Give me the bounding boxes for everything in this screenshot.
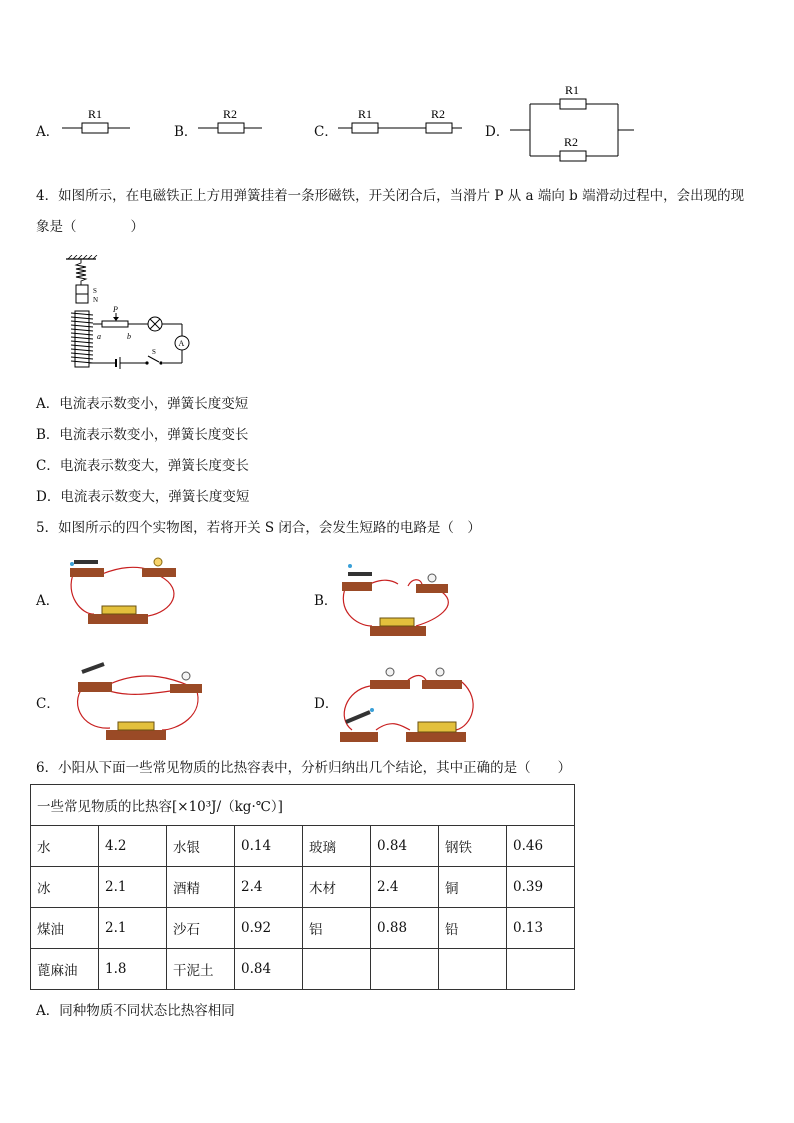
switch bbox=[148, 356, 159, 362]
q4-option-a: A．电流表示数变小，弹簧长度变短 bbox=[36, 396, 249, 412]
lamp-board-1 bbox=[370, 680, 410, 689]
switch-label: S bbox=[152, 348, 156, 356]
resistor-r1 bbox=[560, 99, 586, 109]
magnet-n-label: N bbox=[93, 296, 99, 304]
switch-board bbox=[340, 732, 378, 742]
resistor-r2 bbox=[218, 123, 244, 133]
q5-option-a-photo bbox=[62, 550, 186, 632]
table-cell bbox=[371, 949, 439, 990]
table-cell: 2.4 bbox=[235, 867, 303, 908]
resistor-r2-label: R2 bbox=[564, 135, 579, 149]
table-cell: 2.4 bbox=[371, 867, 439, 908]
table-cell: 2.1 bbox=[99, 908, 167, 949]
table-cell bbox=[303, 949, 371, 990]
table-cell: 0.88 bbox=[371, 908, 439, 949]
q3-option-a-letter: A． bbox=[36, 124, 60, 140]
q5-option-c-letter: C． bbox=[36, 696, 60, 712]
table-cell: 煤油 bbox=[31, 908, 99, 949]
table-row bbox=[31, 867, 575, 908]
table-cell: 4.2 bbox=[99, 826, 167, 867]
table-cell: 0.84 bbox=[235, 949, 303, 990]
table-row bbox=[31, 949, 575, 990]
q3-option-b-letter: B． bbox=[174, 124, 198, 140]
table-cell: 蓖麻油 bbox=[31, 949, 99, 990]
q3-option-b-circuit bbox=[196, 104, 266, 138]
table-cell: 1.8 bbox=[99, 949, 167, 990]
battery-board bbox=[406, 732, 466, 742]
table-cell bbox=[507, 949, 575, 990]
lamp-board bbox=[142, 568, 176, 577]
table-cell: 沙石 bbox=[167, 908, 235, 949]
table-cell: 玻璃 bbox=[303, 826, 371, 867]
q5-option-c-photo bbox=[66, 660, 206, 748]
table-cell: 0.14 bbox=[235, 826, 303, 867]
table-cell: 铅 bbox=[439, 908, 507, 949]
table-cell: 0.92 bbox=[235, 908, 303, 949]
q4-stem-line1: 4．如图所示，在电磁铁正上方用弹簧挂着一条形磁铁，开关闭合后，当滑片 P 从 a 端向 b 端滑动过程中，会出现的现 bbox=[36, 188, 745, 204]
q3-option-c-circuit bbox=[336, 104, 464, 138]
resistor-r1-label: R1 bbox=[88, 107, 103, 121]
table-row bbox=[31, 826, 575, 867]
resistor-r2 bbox=[426, 123, 452, 133]
lamp-board bbox=[170, 684, 202, 693]
q4-option-d: D．电流表示数变大，弹簧长度变短 bbox=[36, 489, 250, 505]
rheostat-b-label: b bbox=[127, 332, 131, 341]
q4-electromagnet-figure bbox=[60, 255, 200, 380]
resistor-r2-label: R2 bbox=[223, 107, 238, 121]
resistor-r1 bbox=[352, 123, 378, 133]
lamp-board bbox=[416, 584, 448, 593]
resistor-r2 bbox=[560, 151, 586, 161]
q5-option-a-letter: A． bbox=[36, 593, 60, 609]
spring bbox=[76, 259, 86, 285]
table-cell: 水 bbox=[31, 826, 99, 867]
table-cell: 铜 bbox=[439, 867, 507, 908]
table-cell bbox=[439, 949, 507, 990]
ammeter-label: A bbox=[178, 339, 185, 348]
q5-option-b-letter: B． bbox=[314, 593, 338, 609]
q5-stem: 5．如图所示的四个实物图，若将开关 S 闭合，会发生短路的电路是（ ） bbox=[36, 520, 481, 536]
rheostat-a-label: a bbox=[97, 332, 101, 341]
slider-p bbox=[113, 317, 119, 321]
resistor-r1-label: R1 bbox=[565, 83, 580, 97]
resistor-r1 bbox=[82, 123, 108, 133]
q5-option-b-photo bbox=[336, 560, 460, 642]
slider-p-label: P bbox=[113, 305, 118, 314]
q4-option-b: B．电流表示数变小，弹簧长度变长 bbox=[36, 427, 249, 443]
resistor-r2-label: R2 bbox=[431, 107, 446, 121]
table-cell: 0.46 bbox=[507, 826, 575, 867]
table-title: 一些常见物质的比热容[×10³J/（kg·℃）] bbox=[31, 785, 575, 826]
specific-heat-table bbox=[30, 784, 575, 990]
q3-option-c-letter: C． bbox=[314, 124, 338, 140]
q3-option-d-circuit bbox=[508, 80, 636, 162]
q6-option-a: A．同种物质不同状态比热容相同 bbox=[36, 1003, 235, 1019]
table-cell: 2.1 bbox=[99, 867, 167, 908]
table-cell: 0.39 bbox=[507, 867, 575, 908]
q6-stem: 6．小阳从下面一些常见物质的比热容表中，分析归纳出几个结论，其中正确的是（ ） bbox=[36, 760, 572, 776]
table-cell: 铝 bbox=[303, 908, 371, 949]
switch-board bbox=[70, 568, 104, 577]
magnet-s-label: S bbox=[93, 287, 97, 295]
resistor-r1-label: R1 bbox=[358, 107, 373, 121]
table-cell: 酒精 bbox=[167, 867, 235, 908]
battery-board bbox=[106, 730, 166, 740]
q4-stem-line2: 象是（ ） bbox=[36, 219, 144, 235]
table-cell: 0.84 bbox=[371, 826, 439, 867]
q5-option-d-letter: D． bbox=[314, 696, 339, 712]
table-cell: 木材 bbox=[303, 867, 371, 908]
q5-option-d-photo bbox=[336, 660, 476, 748]
q4-option-c: C．电流表示数变大，弹簧长度变长 bbox=[36, 458, 249, 474]
rheostat bbox=[102, 321, 128, 327]
q3-option-d-letter: D． bbox=[485, 124, 510, 140]
table-cell: 钢铁 bbox=[439, 826, 507, 867]
table-cell: 干泥土 bbox=[167, 949, 235, 990]
lamp-board-2 bbox=[422, 680, 462, 689]
battery-board bbox=[88, 614, 148, 624]
table-cell: 0.13 bbox=[507, 908, 575, 949]
table-cell: 冰 bbox=[31, 867, 99, 908]
switch-board bbox=[78, 682, 112, 692]
battery-board bbox=[370, 626, 426, 636]
switch-board bbox=[342, 582, 372, 591]
table-row bbox=[31, 908, 575, 949]
q3-option-a-circuit bbox=[60, 104, 132, 138]
table-cell: 水银 bbox=[167, 826, 235, 867]
